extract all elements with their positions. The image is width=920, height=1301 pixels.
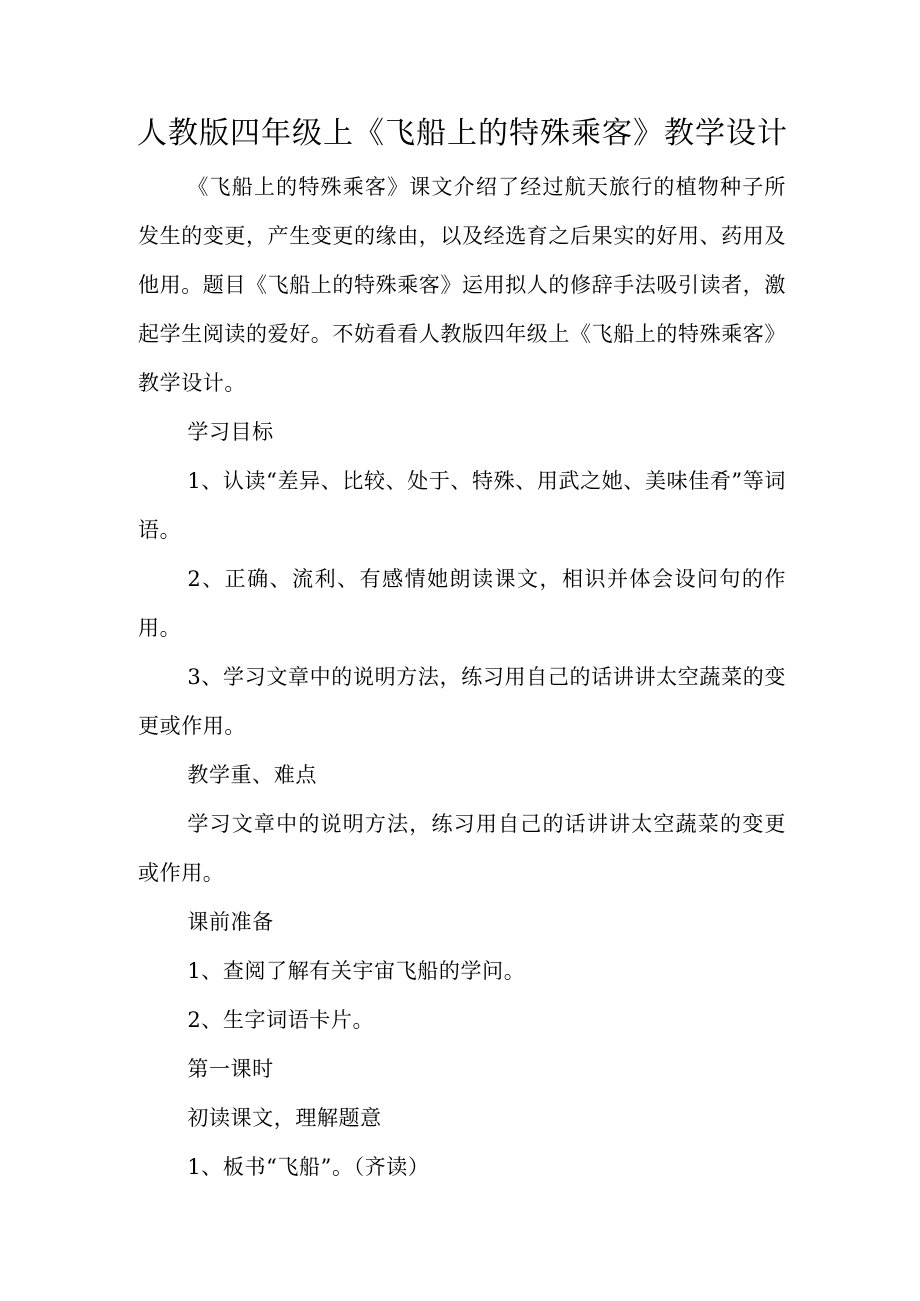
preparation-item-1: 1、查阅了解有关宇宙飞船的学问。 [187, 959, 526, 983]
goal-item-2: 2、正确、流利、有感情她朗读课文，相识并体会设问句的作用。 [138, 567, 786, 640]
lesson-step-1: 1、板书“飞船”。（齐读） [187, 1155, 430, 1179]
section-heading-first-lesson: 第一课时 [187, 1057, 274, 1081]
section-heading-learning-goals: 学习目标 [187, 420, 274, 444]
section-heading-preparation: 课前准备 [187, 910, 274, 934]
document-body [138, 163, 786, 1192]
preparation-item-2: 2、生字词语卡片。 [187, 1008, 375, 1032]
subheading-first-reading: 初读课文，理解题意 [187, 1106, 382, 1130]
key-points-paragraph: 学习文章中的说明方法，练习用自己的话讲讲太空蔬菜的变更或作用。 [138, 812, 786, 885]
goal-item-1: 1、认读“差异、比较、处于、特殊、用武之她、美味佳肴”等词语。 [138, 469, 786, 542]
intro-paragraph: 《飞船上的特殊乘客》课文介绍了经过航天旅行的植物种子所发生的变更，产生变更的缘由，以及经选育之后果实的好用、药用及他用。题目《飞船上的特殊乘客》运用拟人的修辞手法吸引读者，激起学生阅读的爱好。不妨看看人教版四年级上《飞船上的特殊乘客》教学设计。 [138, 175, 786, 395]
document-title: 人教版四年级上《飞船上的特殊乘客》教学设计 [137, 116, 788, 151]
goal-item-3: 3、学习文章中的说明方法，练习用自己的话讲讲太空蔬菜的变更或作用。 [138, 665, 786, 738]
section-heading-key-points: 教学重、难点 [187, 763, 317, 787]
